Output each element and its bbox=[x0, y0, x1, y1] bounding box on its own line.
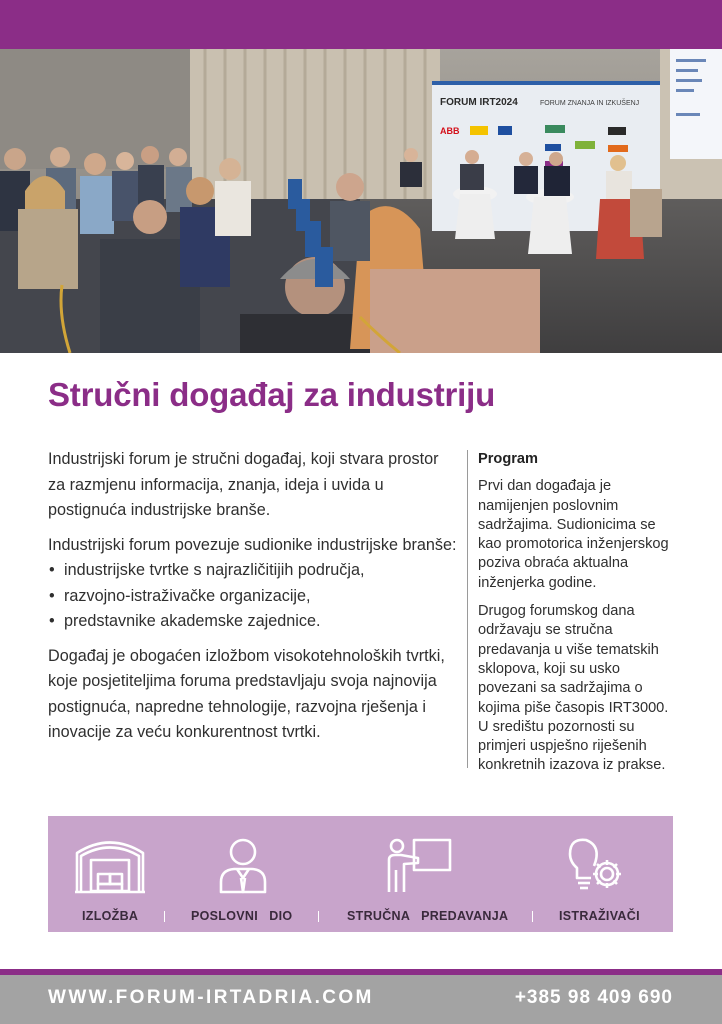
intro-paragraph-3: Događaj je obogaćen izložbom visokotehnoloških tvrtki, koje posjetiteljima foruma predstavljaju svoja najnovija postignuća, napredne tehnologije, razvojna rješenja i inovacije za veću konkurentnost tvrtki. bbox=[48, 646, 445, 741]
intro-column bbox=[48, 447, 458, 755]
conference-photo-illustration bbox=[0, 49, 722, 353]
feature-label-lectures: STRUČNA PREDAVANJA bbox=[347, 909, 509, 923]
intro-paragraph-1: Industrijski forum je stručni događaj, koji stvara prostor za razmjenu informacija, znanja, ideja i uvida u postignuća industrijske branše. bbox=[48, 450, 439, 519]
program-paragraph-2: Drugog forumskog dana održavaju se stručna predavanja u više tematskih sklopova, koji su usko povezani sa sadržajima o kojima piše časopis IRT3000. U središtu pozornosti su primjeri uspješno riješenih konkretnih izazova iz prakse. bbox=[478, 603, 669, 774]
feature-separator bbox=[532, 911, 533, 922]
feature-label-exhibition: IZLOŽBA bbox=[82, 909, 139, 923]
list-item: • razvojno-istraživačke organizacije, bbox=[48, 584, 458, 610]
list-item: • industrijske tvrtke s najrazličitijih područja, bbox=[48, 558, 458, 584]
business-person-icon bbox=[218, 836, 268, 894]
top-color-bar bbox=[0, 0, 722, 49]
feature-label-business: POSLOVNI DIO bbox=[191, 909, 293, 923]
conference-photo bbox=[0, 49, 722, 353]
banner-title: FORUM IRT2024 bbox=[440, 97, 518, 108]
lightbulb-gear-icon bbox=[566, 836, 628, 894]
features-band bbox=[48, 816, 673, 932]
presenter-board-icon bbox=[384, 836, 454, 894]
exhibition-hall-icon bbox=[74, 836, 146, 894]
list-item: • predstavnike akademske zajednice. bbox=[48, 609, 458, 635]
phone-number[interactable]: +385 98 409 690 bbox=[514, 987, 673, 1008]
banner-logo-text: ABB bbox=[440, 126, 460, 136]
program-title: Program bbox=[478, 451, 539, 467]
footer bbox=[0, 975, 722, 1024]
page-headline: Stručni događaj za industriju bbox=[48, 376, 496, 413]
program-paragraph-1: Prvi dan događaja je namijenjen poslovnim sadržajima. Sudionicima se kao promotorica inženjerskog poziva obraća aktualna inženjerka godine. bbox=[478, 478, 669, 591]
feature-separator bbox=[318, 911, 319, 922]
column-divider bbox=[467, 450, 468, 768]
intro-paragraph-2: Industrijski forum povezuje sudionike industrijske branše: bbox=[48, 535, 457, 554]
program-column bbox=[478, 450, 678, 785]
banner-subtitle: FORUM ZNANJA IN IZKUŠENJ bbox=[540, 100, 640, 107]
feature-label-researchers: ISTRAŽIVAČI bbox=[559, 909, 640, 923]
website-link[interactable]: WWW.FORUM-IRTADRIA.COM bbox=[48, 987, 374, 1008]
participant-list bbox=[48, 558, 458, 635]
feature-separator bbox=[164, 911, 165, 922]
